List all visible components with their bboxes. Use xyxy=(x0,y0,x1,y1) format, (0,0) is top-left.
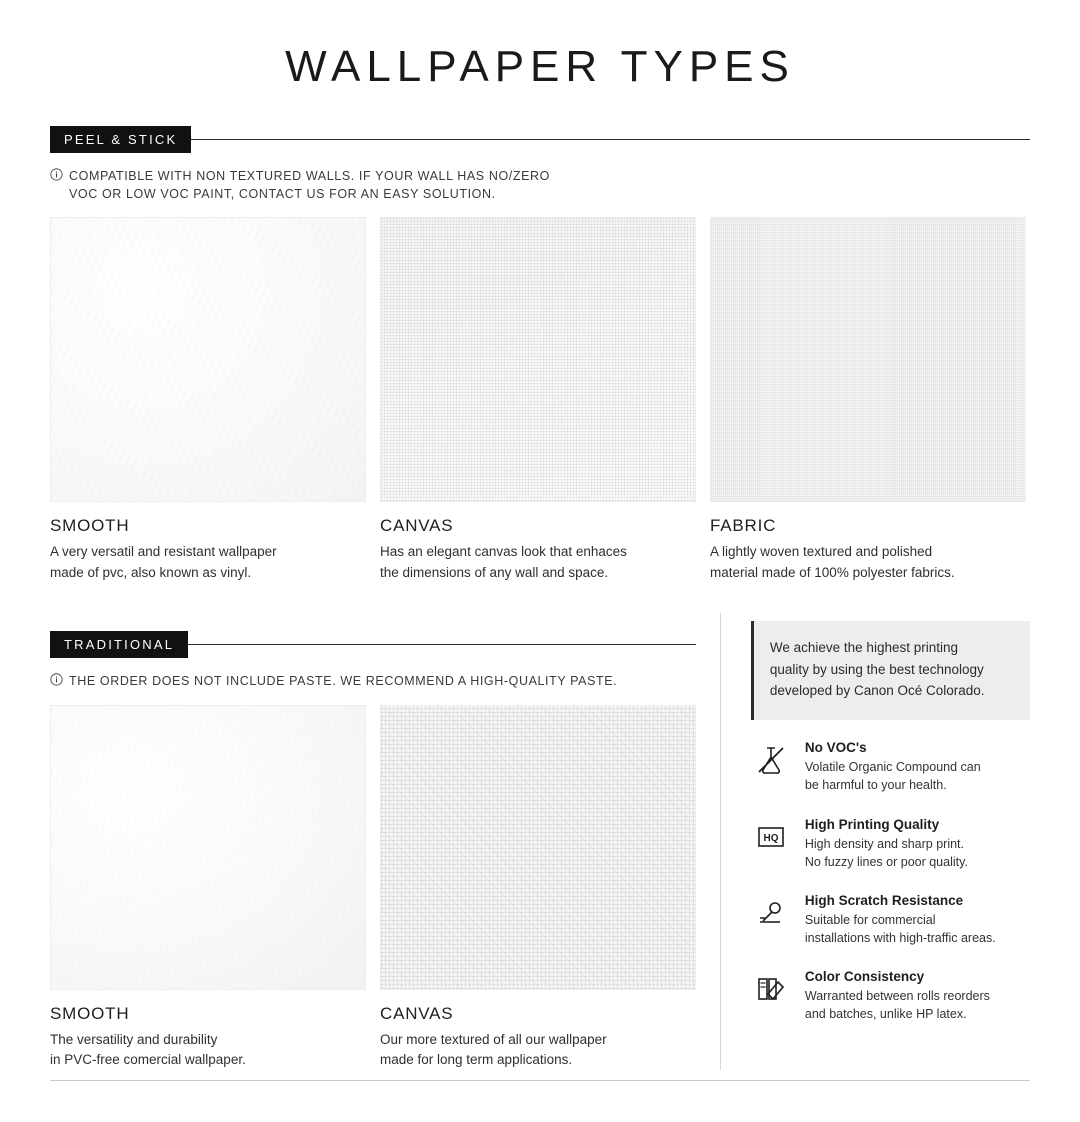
swatch-description-line-1: A lightly woven textured and polished xyxy=(710,544,933,560)
feature-description-line-2: No fuzzy lines or poor quality. xyxy=(804,854,968,869)
section-header-peel-and-stick xyxy=(50,126,1030,153)
feature-description-line-2: be harmful to your health. xyxy=(804,778,947,793)
swatch-row-traditional xyxy=(50,705,696,1071)
color-consistency-icon xyxy=(751,969,791,1009)
feature-description xyxy=(805,835,968,871)
note-line-1: COMPATIBLE WITH NON TEXTURED WALLS. IF YOUR WALL HAS NO/ZERO xyxy=(69,169,550,183)
swatch-name: SMOOTH xyxy=(50,1003,130,1023)
section-header-traditional xyxy=(50,631,696,658)
swatch-description-line-2: the dimensions of any wall and space. xyxy=(380,564,609,580)
swatch-item-traditional-smooth[interactable] xyxy=(50,705,366,1071)
section-divider xyxy=(188,644,696,645)
swatch-description xyxy=(380,542,680,583)
swatch-image-fabric[interactable] xyxy=(710,217,1026,502)
swatch-description-line-2: material made of 100% polyester fabrics. xyxy=(710,564,955,580)
feature-title: No VOC's xyxy=(804,740,867,756)
swatch-name: CANVAS xyxy=(380,516,454,536)
swatch-image-traditional-smooth[interactable] xyxy=(50,705,366,990)
swatch-name: SMOOTH xyxy=(50,516,130,536)
swatch-description xyxy=(50,542,350,583)
swatch-description-line-1: A very versatil and resistant wallpaper xyxy=(50,544,277,560)
swatch-description-line-2: made for long term applications. xyxy=(380,1052,573,1068)
section-peel-and-stick xyxy=(50,126,1030,583)
info-icon xyxy=(50,168,63,186)
feature-description-line-1: Volatile Organic Compound can xyxy=(804,760,981,775)
feature-description-line-1: Suitable for commercial xyxy=(804,912,936,927)
note-text: THE ORDER DOES NOT INCLUDE PASTE. WE RECOMMEND A HIGH-QUALITY PASTE. xyxy=(69,673,618,688)
swatch-item-traditional-canvas[interactable] xyxy=(380,705,696,1071)
swatch-description xyxy=(50,1030,350,1071)
vertical-divider xyxy=(720,613,721,1071)
callout-line-3: developed by Canon Océ Colorado. xyxy=(769,683,985,699)
feature-list xyxy=(751,740,1030,1023)
swatch-item-canvas[interactable] xyxy=(380,217,696,583)
feature-no-voc xyxy=(751,740,1030,794)
feature-description-line-2: installations with high-traffic areas. xyxy=(804,930,996,945)
svg-text:HQ: HQ xyxy=(763,832,779,844)
footer-divider xyxy=(50,1080,1030,1081)
info-icon xyxy=(50,673,63,691)
swatch-description-line-2: made of pvc, also known as vinyl. xyxy=(50,564,252,580)
feature-title: High Scratch Resistance xyxy=(804,892,964,908)
callout-line-2: quality by using the best technology xyxy=(769,661,984,677)
swatch-name: CANVAS xyxy=(380,1003,454,1023)
swatch-description-line-1: Has an elegant canvas look that enhaces xyxy=(380,544,627,560)
page-title: WALLPAPER TYPES xyxy=(285,42,795,91)
no-voc-flask-icon xyxy=(751,740,791,780)
section-tag-peel-and-stick: PEEL & STICK xyxy=(50,126,191,153)
side-panel xyxy=(751,613,1030,1071)
swatch-image-smooth[interactable] xyxy=(50,217,366,502)
feature-description-line-2: and batches, unlike HP latex. xyxy=(804,1007,967,1022)
feature-color-consistency xyxy=(751,969,1030,1023)
swatch-description-line-1: Our more textured of all our wallpaper xyxy=(380,1031,607,1047)
swatch-image-traditional-canvas[interactable] xyxy=(380,705,696,990)
feature-title: High Printing Quality xyxy=(804,816,940,832)
note-line-2: VOC OR LOW VOC PAINT, CONTACT US FOR AN EASY SOLUTION. xyxy=(69,187,496,202)
section-tag-traditional: TRADITIONAL xyxy=(50,631,188,658)
swatch-description xyxy=(710,542,1010,583)
swatch-row-peel-and-stick xyxy=(50,217,1030,583)
feature-description xyxy=(805,758,981,794)
note-text xyxy=(69,167,550,203)
swatch-name: FABRIC xyxy=(710,516,777,536)
feature-description xyxy=(805,911,996,947)
feature-description-line-1: Warranted between rolls reorders xyxy=(804,989,990,1004)
swatch-description xyxy=(380,1030,680,1071)
feature-description-line-1: High density and sharp print. xyxy=(804,836,964,851)
section-traditional-zone xyxy=(50,613,1030,1071)
swatch-description-line-2: in PVC-free comercial wallpaper. xyxy=(50,1052,246,1068)
swatch-description-line-1: The versatility and durability xyxy=(50,1031,218,1047)
swatch-item-fabric[interactable] xyxy=(710,217,1026,583)
swatch-item-smooth[interactable] xyxy=(50,217,366,583)
note-traditional xyxy=(50,672,696,691)
printing-quality-callout xyxy=(751,621,1030,721)
section-divider xyxy=(191,139,1030,140)
note-peel-and-stick xyxy=(50,167,1030,203)
scratch-resistance-icon xyxy=(751,893,791,933)
swatch-image-canvas[interactable] xyxy=(380,217,696,502)
feature-high-printing-quality xyxy=(751,817,1030,871)
section-traditional xyxy=(50,613,696,1071)
callout-line-1: We achieve the highest printing xyxy=(769,639,958,655)
feature-high-scratch-resistance xyxy=(751,893,1030,947)
feature-title: Color Consistency xyxy=(804,969,925,985)
feature-description xyxy=(805,987,990,1023)
hq-print-icon xyxy=(751,817,791,857)
